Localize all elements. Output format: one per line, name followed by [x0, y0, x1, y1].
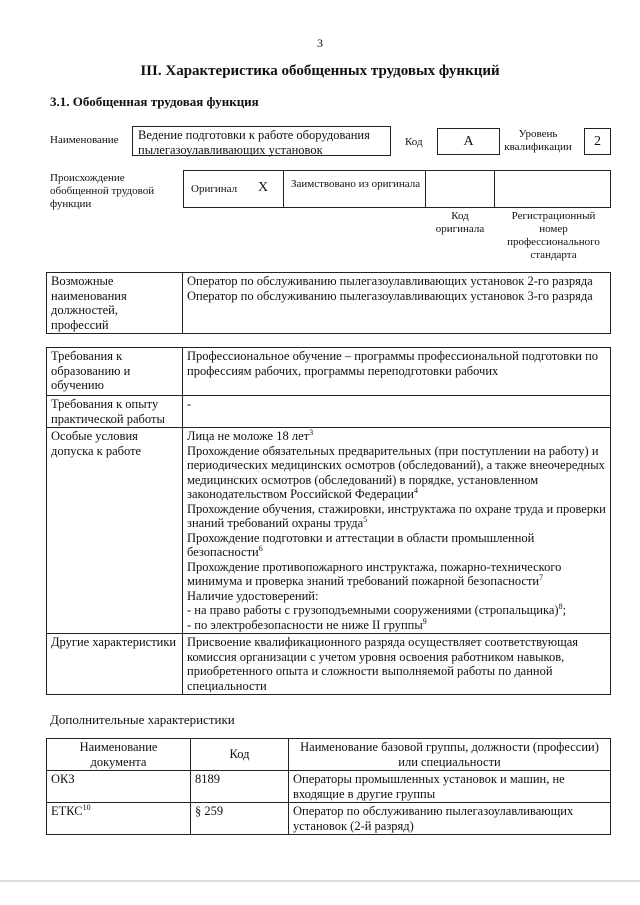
header-document: Наименование документа [47, 739, 191, 771]
subsection-title: 3.1. Обобщенная трудовая функция [50, 94, 259, 109]
table-row [47, 771, 611, 803]
footnote-ref: 10 [82, 802, 91, 812]
origin-label: Происхождение обобщенной трудовой функции [50, 172, 155, 210]
requirements-table [46, 347, 611, 695]
level-label: Уровень квалификации [504, 128, 572, 153]
scan-edge [0, 880, 640, 882]
experience-row [47, 396, 611, 428]
additional-table [46, 738, 611, 835]
group-name-cell: Операторы промышленных установок и машин, не входящие в другие группы [289, 771, 611, 803]
code-value-box [437, 128, 500, 155]
origin-divider-2 [425, 170, 426, 208]
conditions-label: Особые условия допуска к работе [47, 428, 183, 634]
footnote-ref: 8 [558, 601, 563, 611]
level-value: 2 [594, 134, 601, 149]
code-cell: § 259 [191, 803, 289, 835]
footnote-ref: 4 [413, 485, 418, 495]
positions-row [47, 273, 611, 334]
other-label: Другие характеристики [47, 634, 183, 695]
original-mark: Х [258, 180, 269, 195]
code-value: А [463, 134, 474, 149]
header-group-name: Наименование базовой группы, должности (профессии) или специальности [289, 739, 611, 771]
original-label: Оригинал [191, 183, 238, 195]
registration-number-caption: Регистрационный номер профессионального стандарта [507, 210, 600, 261]
footnote-ref: 5 [363, 514, 368, 524]
condition-item: - на право работы с грузоподъемными сооружениями (стропальщика)$^8$; [187, 601, 567, 617]
condition-item: Прохождение подготовки и аттестации в области промышленной безопасности$^6$ [187, 530, 535, 559]
footnote-ref: 6 [258, 543, 263, 553]
education-row [47, 348, 611, 396]
footnote-ref: 9 [422, 616, 427, 626]
education-label: Требования к образованию и обучению [47, 348, 183, 396]
page-number: 3 [317, 36, 323, 50]
function-name-box [132, 126, 391, 156]
code-label: Код [405, 136, 423, 148]
document-cell: ОКЗ [47, 771, 191, 803]
condition-item: Лица не моложе 18 лет$^3$ [187, 427, 314, 443]
name-label: Наименование [50, 134, 119, 146]
function-name-value: Ведение подготовки к работе оборудования пылегазоулавливающих установок [138, 128, 370, 157]
position-item: Оператор по обслуживанию пылегазоулавливающих установок 3-го разряда [187, 288, 593, 303]
code-original-caption: Код оригинала [435, 210, 485, 235]
condition-item: Наличие удостоверений: [187, 588, 319, 603]
additional-header-row [47, 739, 611, 771]
other-value: Присвоение квалификационного разряда осуществляет соответствующая комиссия организации с учетом уровня освоения работником навыков, приобретенного опыта и сложности выполняемой работы по данной специальности [183, 634, 611, 695]
conditions-row [47, 428, 611, 634]
positions-values [183, 273, 611, 334]
experience-label: Требования к опыту практической работы [47, 396, 183, 428]
table-row [47, 803, 611, 835]
footnote-ref: 3 [309, 427, 314, 437]
position-item: Оператор по обслуживанию пылегазоулавливающих установок 2-го разряда [187, 274, 593, 288]
borrowed-label: Заимствовано из оригинала [291, 178, 421, 190]
condition-item: Прохождение обязательных предварительных (при поступлении на работу) и периодических медицинских осмотров (обследований), а также внеочередных медицинских осмотров (обследований) в порядке, установленном законодательством Российской Федерации$^4$ [187, 443, 605, 501]
header-code: Код [191, 739, 289, 771]
conditions-values [183, 428, 611, 634]
experience-value: - [183, 396, 611, 428]
condition-item: - по электробезопасности не ниже II группы$^9$ [187, 616, 427, 632]
other-row [47, 634, 611, 695]
section-title: III. Характеристика обобщенных трудовых функций [140, 63, 500, 79]
document-cell: ЕТКС$^{10}$ [47, 803, 191, 835]
additional-title: Дополнительные характеристики [50, 712, 235, 727]
origin-divider-3 [494, 170, 495, 208]
footnote-ref: 7 [539, 572, 544, 582]
level-value-box [584, 128, 611, 155]
positions-table [46, 272, 611, 334]
code-cell: 8189 [191, 771, 289, 803]
positions-label: Возможные наименования должностей, профессий [47, 273, 183, 334]
condition-item: Прохождение обучения, стажировки, инструктажа по охране труда и проверки знаний требований охраны труда$^5$ [187, 501, 606, 530]
condition-item: Прохождение противопожарного инструктажа, пожарно-технического минимума и проверка знаний требований пожарной безопасности$^7$ [187, 559, 562, 588]
group-name-cell: Оператор по обслуживанию пылегазоулавливающих установок (2-й разряд) [289, 803, 611, 835]
education-value: Профессиональное обучение – программы профессиональной подготовки по профессиям рабочих, программы переподготовки рабочих [183, 348, 611, 396]
origin-divider-1 [283, 170, 284, 208]
